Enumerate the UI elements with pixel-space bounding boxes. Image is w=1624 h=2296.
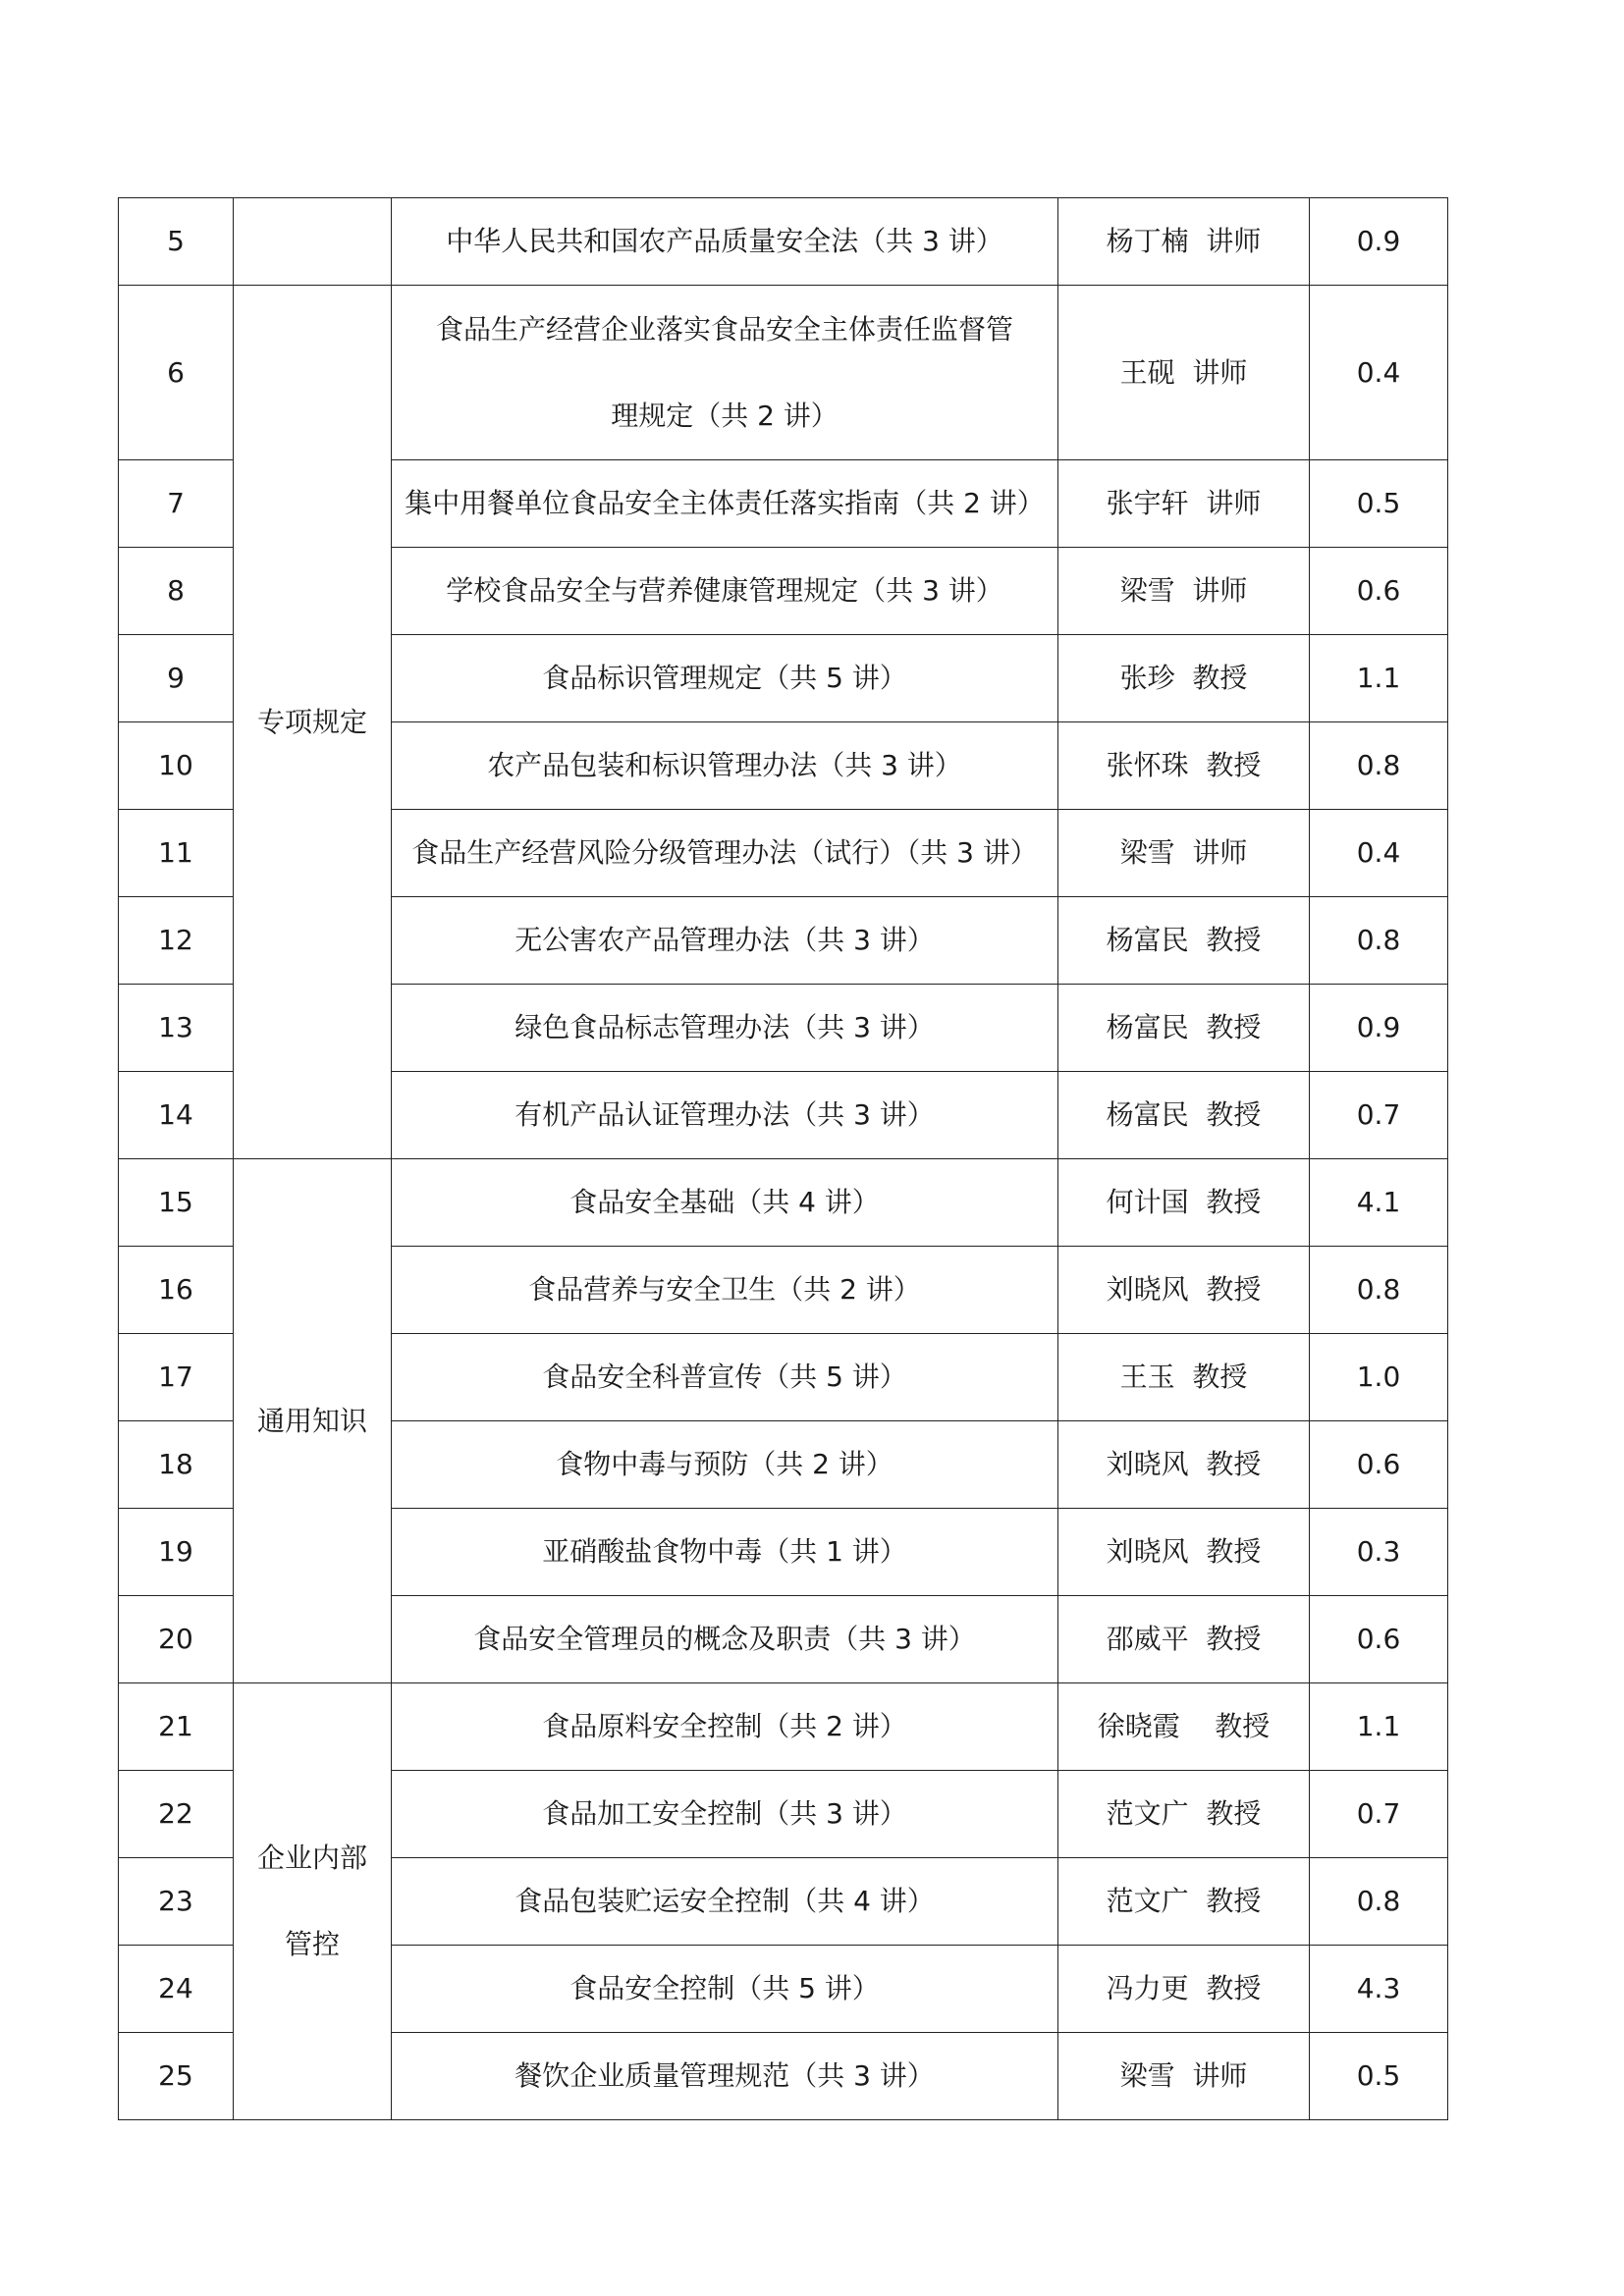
teacher-name: 王砚 讲师: [1058, 286, 1310, 460]
course-title: 食品安全管理员的概念及职责（共 3 讲）: [392, 1596, 1058, 1683]
category-special-rules: [234, 286, 392, 1159]
credit-hours: 0.8: [1310, 1247, 1448, 1334]
teacher-name: 刘晓风 教授: [1058, 1509, 1310, 1596]
teacher-name: 范文广 教授: [1058, 1771, 1310, 1858]
course-title-line: 食品生产经营企业落实食品安全主体责任监督管: [435, 312, 1013, 346]
course-title: 农产品包装和标识管理办法（共 3 讲）: [392, 722, 1058, 810]
credit-hours: 1.0: [1310, 1334, 1448, 1421]
row-number: 11: [119, 810, 234, 897]
credit-hours: 0.6: [1310, 548, 1448, 635]
teacher-name: 王玉 教授: [1058, 1334, 1310, 1421]
course-title: 亚硝酸盐食物中毒（共 1 讲）: [392, 1509, 1058, 1596]
credit-hours: 0.6: [1310, 1421, 1448, 1509]
row-number: 21: [119, 1683, 234, 1771]
teacher-name: 张宇轩 讲师: [1058, 460, 1310, 548]
credit-hours: 0.5: [1310, 460, 1448, 548]
teacher-name: 张珍 教授: [1058, 635, 1310, 722]
course-title: 食品标识管理规定（共 5 讲）: [392, 635, 1058, 722]
row-number: 14: [119, 1072, 234, 1159]
category-label: 通用知识: [256, 1404, 367, 1437]
teacher-name: 徐晓霞 教授: [1058, 1683, 1310, 1771]
course-title: 食品原料安全控制（共 2 讲）: [392, 1683, 1058, 1771]
row-number: 16: [119, 1247, 234, 1334]
course-title: 学校食品安全与营养健康管理规定（共 3 讲）: [392, 548, 1058, 635]
credit-hours: 0.5: [1310, 2033, 1448, 2120]
teacher-name: 冯力更 教授: [1058, 1946, 1310, 2033]
teacher-name: 杨丁楠 讲师: [1058, 198, 1310, 286]
course-title: 食品生产经营风险分级管理办法（试行）（共 3 讲）: [392, 810, 1058, 897]
credit-hours: 4.3: [1310, 1946, 1448, 2033]
row-number: 9: [119, 635, 234, 722]
credit-hours: 0.3: [1310, 1509, 1448, 1596]
table-row: [119, 1683, 1448, 1771]
category-general-knowledge: [234, 1159, 392, 1683]
category-internal-control: [234, 1683, 392, 2120]
row-number: 25: [119, 2033, 234, 2120]
course-title: [392, 286, 1058, 460]
credit-hours: 0.8: [1310, 722, 1448, 810]
teacher-name: 梁雪 讲师: [1058, 548, 1310, 635]
row-number: 18: [119, 1421, 234, 1509]
credit-hours: 4.1: [1310, 1159, 1448, 1247]
course-title: 食品安全基础（共 4 讲）: [392, 1159, 1058, 1247]
table-row: [119, 286, 1448, 460]
teacher-name: 刘晓风 教授: [1058, 1247, 1310, 1334]
course-title: 食品加工安全控制（共 3 讲）: [392, 1771, 1058, 1858]
teacher-name: 刘晓风 教授: [1058, 1421, 1310, 1509]
row-number: 17: [119, 1334, 234, 1421]
category-label-line: 管控: [284, 1928, 340, 1960]
teacher-name: 张怀珠 教授: [1058, 722, 1310, 810]
credit-hours: 0.9: [1310, 198, 1448, 286]
credit-hours: 0.9: [1310, 985, 1448, 1072]
course-title: 中华人民共和国农产品质量安全法（共 3 讲）: [392, 198, 1058, 286]
row-number: 5: [119, 198, 234, 286]
credit-hours: 1.1: [1310, 635, 1448, 722]
teacher-name: 杨富民 教授: [1058, 897, 1310, 985]
teacher-name: 杨富民 教授: [1058, 1072, 1310, 1159]
course-title: 食品安全科普宣传（共 5 讲）: [392, 1334, 1058, 1421]
course-title: 集中用餐单位食品安全主体责任落实指南（共 2 讲）: [392, 460, 1058, 548]
credit-hours: 0.4: [1310, 810, 1448, 897]
course-title: 食品安全控制（共 5 讲）: [392, 1946, 1058, 2033]
course-title: 食品包装贮运安全控制（共 4 讲）: [392, 1858, 1058, 1946]
credit-hours: 0.8: [1310, 897, 1448, 985]
teacher-name: 梁雪 讲师: [1058, 810, 1310, 897]
teacher-name: 杨富民 教授: [1058, 985, 1310, 1072]
table-row: [119, 198, 1448, 286]
row-number: 10: [119, 722, 234, 810]
row-number: 12: [119, 897, 234, 985]
row-number: 22: [119, 1771, 234, 1858]
credit-hours: 0.7: [1310, 1771, 1448, 1858]
credit-hours: 1.1: [1310, 1683, 1448, 1771]
row-number: 6: [119, 286, 234, 460]
teacher-name: 邵威平 教授: [1058, 1596, 1310, 1683]
course-title: 无公害农产品管理办法（共 3 讲）: [392, 897, 1058, 985]
course-title: 餐饮企业质量管理规范（共 3 讲）: [392, 2033, 1058, 2120]
category-cell-empty: [234, 198, 392, 286]
row-number: 19: [119, 1509, 234, 1596]
table-row: [119, 1159, 1448, 1247]
course-title: 食物中毒与预防（共 2 讲）: [392, 1421, 1058, 1509]
category-label-line: 企业内部: [256, 1842, 367, 1874]
teacher-name: 梁雪 讲师: [1058, 2033, 1310, 2120]
credit-hours: 0.6: [1310, 1596, 1448, 1683]
row-number: 8: [119, 548, 234, 635]
row-number: 20: [119, 1596, 234, 1683]
teacher-name: 范文广 教授: [1058, 1858, 1310, 1946]
credit-hours: 0.7: [1310, 1072, 1448, 1159]
course-title: 食品营养与安全卫生（共 2 讲）: [392, 1247, 1058, 1334]
row-number: 24: [119, 1946, 234, 2033]
course-title: 有机产品认证管理办法（共 3 讲）: [392, 1072, 1058, 1159]
teacher-name: 何计国 教授: [1058, 1159, 1310, 1247]
course-table: [118, 197, 1448, 2120]
credit-hours: 0.4: [1310, 286, 1448, 460]
course-title: 绿色食品标志管理办法（共 3 讲）: [392, 985, 1058, 1072]
credit-hours: 0.8: [1310, 1858, 1448, 1946]
row-number: 23: [119, 1858, 234, 1946]
row-number: 15: [119, 1159, 234, 1247]
course-title-line: 理规定（共 2 讲）: [611, 399, 839, 432]
row-number: 7: [119, 460, 234, 548]
category-label: 专项规定: [256, 705, 367, 738]
row-number: 13: [119, 985, 234, 1072]
